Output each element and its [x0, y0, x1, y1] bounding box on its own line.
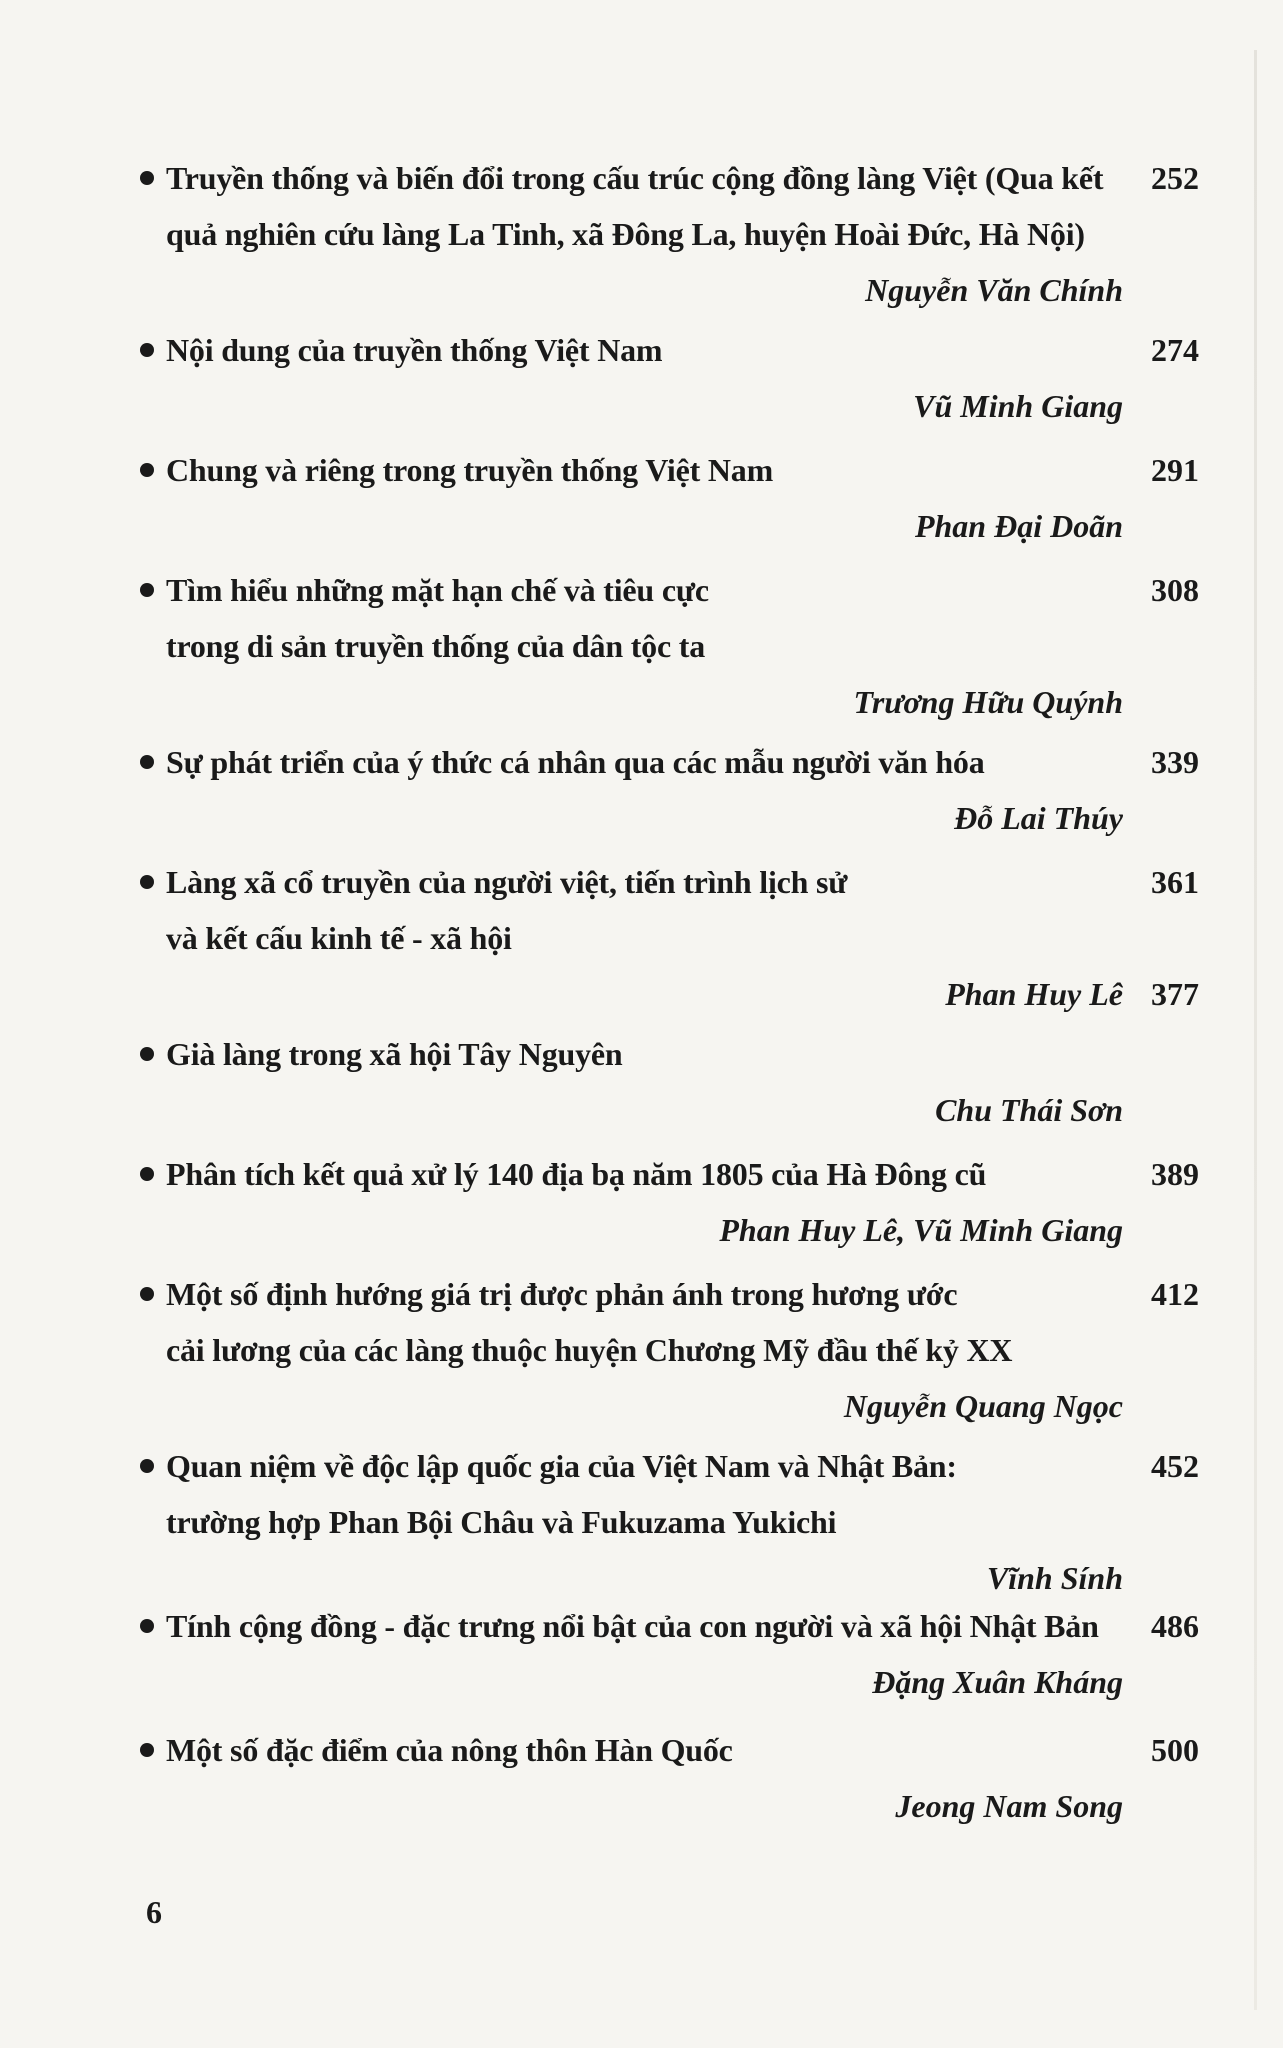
entry-title-line: trường hợp Phan Bội Châu và Fukuzama Yukichi: [166, 1504, 837, 1540]
entry-page-number: 500: [1151, 1732, 1199, 1768]
bullet-icon: [140, 463, 154, 477]
entry-title-line: Phân tích kết quả xử lý 140 địa bạ năm 1805 của Hà Đông cũ: [166, 1156, 987, 1192]
entry-author: Trương Hữu Quýnh: [853, 684, 1123, 720]
entry-title-line: Tìm hiểu những mặt hạn chế và tiêu cực: [166, 572, 709, 608]
entry-title-line: và kết cấu kinh tế - xã hội: [166, 920, 512, 956]
entry-page-number: 361: [1151, 864, 1199, 900]
entry-title-line: Nội dung của truyền thống Việt Nam: [166, 332, 663, 368]
entry-title-line: quả nghiên cứu làng La Tinh, xã Đông La, huyện Hoài Đức, Hà Nội): [166, 216, 1085, 252]
entry-title-line: Tính cộng đồng - đặc trưng nổi bật của con người và xã hội Nhật Bản: [166, 1608, 1099, 1644]
entry-page-number: 252: [1151, 160, 1199, 196]
entry-page-number: 274: [1151, 332, 1199, 368]
entry-author: Phan Đại Doãn: [914, 508, 1123, 544]
entry-author: Vĩnh Sính: [986, 1560, 1123, 1596]
bullet-icon: [140, 1047, 154, 1061]
entry-author-page-number: 377: [1151, 976, 1199, 1012]
entry-title-line: Sự phát triển của ý thức cá nhân qua các mẫu người văn hóa: [166, 744, 985, 780]
entry-author: Phan Huy Lê, Vũ Minh Giang: [719, 1212, 1123, 1248]
entry-title-line: trong di sản truyền thống của dân tộc ta: [166, 628, 706, 664]
entry-author: Phan Huy Lê: [945, 976, 1123, 1012]
entry-author: Nguyễn Quang Ngọc: [843, 1388, 1123, 1424]
entry-title-line: Làng xã cổ truyền của người việt, tiến trình lịch sử: [166, 864, 848, 900]
entry-page-number: 452: [1151, 1448, 1199, 1484]
entry-title-line: Truyền thống và biến đổi trong cấu trúc cộng đồng làng Việt (Qua kết: [166, 160, 1104, 196]
entry-page-number: 389: [1151, 1156, 1199, 1192]
bullet-icon: [140, 1459, 154, 1473]
entry-page-number: 291: [1151, 452, 1199, 488]
bullet-icon: [140, 1167, 154, 1181]
entry-page-number: 339: [1151, 744, 1199, 780]
bullet-icon: [140, 583, 154, 597]
bullet-icon: [140, 1287, 154, 1301]
bullet-icon: [140, 1743, 154, 1757]
entry-author: Nguyễn Văn Chính: [865, 272, 1123, 308]
entry-title-line: cải lương của các làng thuộc huyện Chương Mỹ đầu thế kỷ XX: [166, 1332, 1013, 1368]
bullet-icon: [140, 875, 154, 889]
entry-author: Chu Thái Sơn: [935, 1092, 1123, 1128]
entry-author: Đỗ Lai Thúy: [954, 800, 1123, 836]
bullet-icon: [140, 755, 154, 769]
entry-title-line: Chung và riêng trong truyền thống Việt Nam: [166, 452, 774, 488]
entry-title-line: Một số đặc điểm của nông thôn Hàn Quốc: [166, 1732, 733, 1768]
page-edge-shadow: [1254, 50, 1257, 2010]
entry-author: Đặng Xuân Kháng: [872, 1664, 1123, 1700]
entry-page-number: 486: [1151, 1608, 1199, 1644]
entry-page-number: 308: [1151, 572, 1199, 608]
entry-author: Vũ Minh Giang: [913, 388, 1123, 424]
bullet-icon: [140, 343, 154, 357]
entry-title-line: Một số định hướng giá trị được phản ánh trong hương ước: [166, 1276, 958, 1312]
entry-title-line: Quan niệm về độc lập quốc gia của Việt Nam và Nhật Bản:: [166, 1448, 957, 1484]
bullet-icon: [140, 1619, 154, 1633]
entry-page-number: 412: [1151, 1276, 1199, 1312]
entry-title-line: Già làng trong xã hội Tây Nguyên: [166, 1036, 623, 1072]
page-folio-number: 6: [146, 1894, 162, 1930]
bullet-icon: [140, 171, 154, 185]
entry-author: Jeong Nam Song: [895, 1788, 1123, 1824]
